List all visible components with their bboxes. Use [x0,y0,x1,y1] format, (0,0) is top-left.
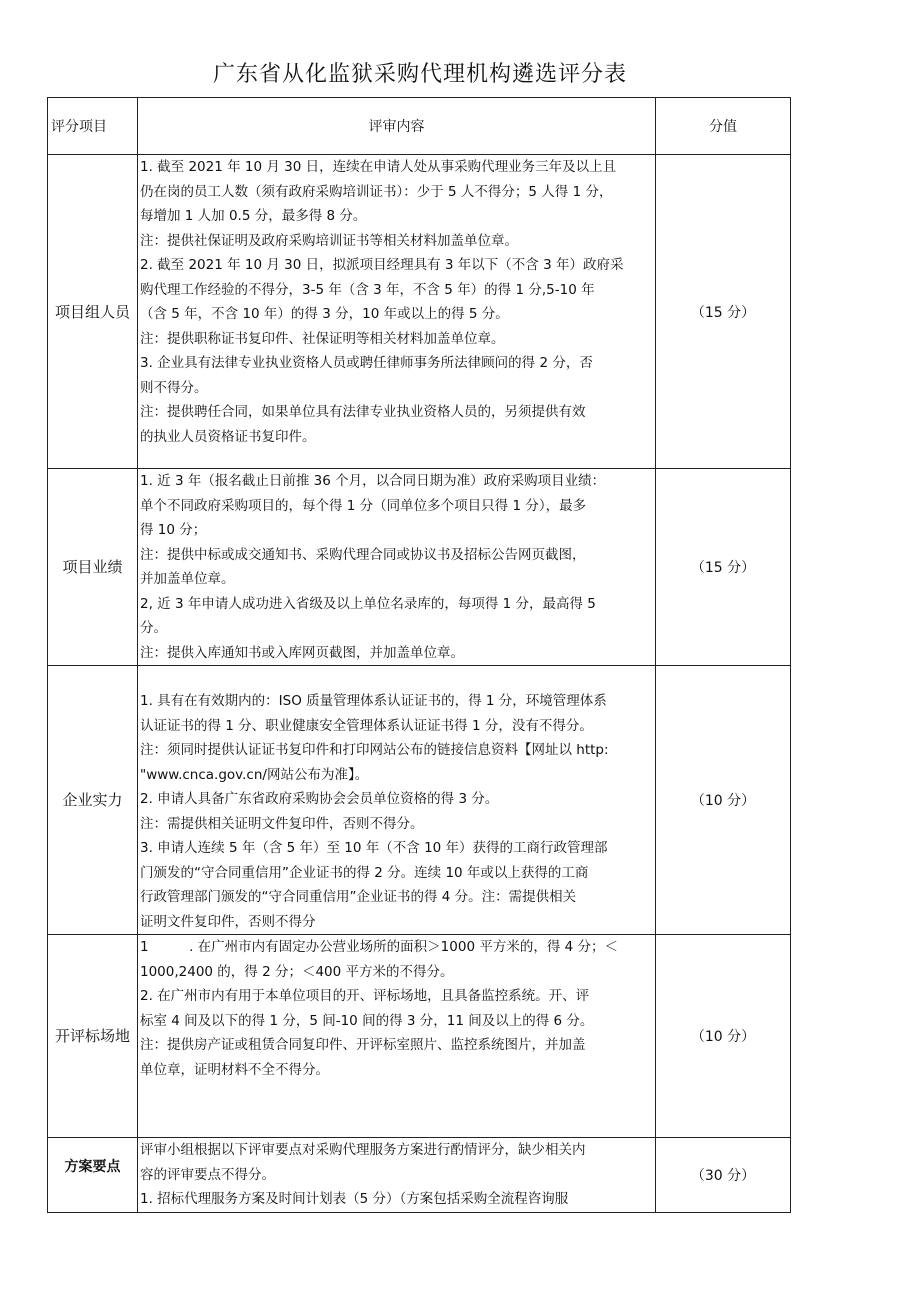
category-cell: 企业实力 [48,666,138,935]
content-cell [138,155,656,469]
score-cell: （15 分） [656,155,791,469]
content-line: 3. 申请人连续 5 年（含 5 年）至 10 年（不含 10 年）获得的工商行政管理部 [140,840,608,856]
content-line: 标室 4 间及以下的得 1 分，5 间-10 间的得 3 分，11 间及以上的得 6 分。 [140,1012,594,1029]
content-line: 的执业人员资格证书复印件。 [140,428,316,445]
content-line: 1. 招标代理服务方案及时间计划表（5 分）（方案包括采购全流程咨询服 [140,1191,569,1207]
content-line: 注：须同时提供认证证书复印件和打印网站公布的链接信息资料【网址以 http: [140,742,609,758]
content-line: 1000,2400 的，得 2 分；＜400 平方米的不得分。 [140,963,454,980]
header-score: 分值 [656,98,791,155]
content-line: 单个不同政府采购项目的，每个得 1 分（同单位多个项目只得 1 分），最多 [140,497,587,514]
category-cell: 方案要点 [48,1138,138,1213]
content-line: 认证证书的得 1 分、职业健康安全管理体系认证证书得 1 分，没有不得分。 [140,717,593,734]
document-title: 广东省从化监狱采购代理机构遴选评分表 [212,62,627,87]
content-line: 注：提供入库通知书或入库网页截图，并加盖单位章。 [140,644,464,661]
content-line: 2. 申请人具备广东省政府采购协会会员单位资格的得 3 分。 [140,791,499,807]
content-line: 分。 [140,620,167,636]
content-line: 3. 企业具有法律专业执业资格人员或聘任律师事务所法律顾问的得 2 分，否 [140,355,593,371]
content-line: 注：需提供相关证明文件复印件，否则不得分。 [140,815,424,832]
content-line: 容的评审要点不得分。 [140,1166,275,1183]
content-line: 2. 截至 2021 年 10 月 30 日，拟派项目经理具有 3 年以下（不含 3 年）政府采 [140,257,624,273]
content-cell [138,935,656,1138]
content-line: 并加盖单位章。 [140,571,235,587]
table-row [48,1138,791,1213]
content-line: 注：提供社保证明及政府采购培训证书等相关材料加盖单位章。 [140,232,518,249]
content-line: 注：提供聘任合同，如果单位具有法律专业执业资格人员的，另须提供有效 [140,404,586,420]
score-cell: （10 分） [656,666,791,935]
content-line: 行政管理部门颁发的“守合同重信用”企业证书的得 4 分。注：需提供相关 [140,889,577,905]
content-cell [138,1138,656,1213]
header-item: 评分项目 [48,98,138,155]
content-line: 得 10 分； [140,522,207,538]
content-cell [138,469,656,666]
table-row [48,469,791,666]
content-line: 注：提供中标或成交通知书、采购代理合同或协议书及招标公告网页截图， [140,546,586,563]
content-line: 单位章，证明材料不全不得分。 [140,1061,329,1078]
content-line: 购代理工作经验的不得分，3-5 年（含 3 年，不含 5 年）的得 1 分,5-10 年 [140,281,595,298]
content-line: "www.cnca.gov.cn/网站公布为准】。 [140,766,369,783]
content-line: 则不得分。 [140,379,208,396]
content-line: 2, 近 3 年申请人成功进入省级及以上单位名录库的，每项得 1 分，最高得 5 [140,595,596,612]
content-line: （含 5 年，不含 10 年）的得 3 分，10 年或以上的得 5 分。 [140,306,509,322]
content-line: 1 . 在广州市内有固定办公营业场所的面积＞1000 平方米的，得 4 分；＜ [140,939,618,955]
table-row [48,155,791,469]
content-line: 证明文件复印件，否则不得分 [140,913,316,930]
table-row [48,666,791,935]
score-cell: （30 分） [656,1138,791,1213]
content-cell [138,666,656,935]
content-line: 1. 近 3 年（报名截止日前推 36 个月，以合同日期为准）政府采购项目业绩： [140,473,606,489]
category-cell: 开评标场地 [48,935,138,1138]
content-line: 注：提供职称证书复印件、社保证明等相关材料加盖单位章。 [140,330,505,347]
content-line: 仍在岗的员工人数（须有政府采购培训证书）：少于 5 人不得分；5 人得 1 分， [140,183,613,200]
content-line: 评审小组根据以下评审要点对采购代理服务方案进行酌情评分，缺少相关内 [140,1142,586,1158]
content-line: 2. 在广州市内有用于本单位项目的开、评标场地，且具备监控系统。开、评 [140,988,590,1004]
table-row [48,935,791,1138]
category-cell: 项目业绩 [48,469,138,666]
category-cell: 项目组人员 [48,155,138,469]
content-line: 注：提供房产证或租赁合同复印件、开评标室照片、监控系统图片，并加盖 [140,1037,586,1053]
content-line: 每增加 1 人加 0.5 分，最多得 8 分。 [140,208,367,224]
table-header-row [48,98,791,155]
content-line: 1. 具有在有效期内的：ISO 质量管理体系认证证书的，得 1 分，环境管理体系 [140,693,607,709]
content-line: 门颁发的“守合同重信用”企业证书的得 2 分。连续 10 年或以上获得的工商 [140,864,589,881]
header-content: 评审内容 [138,98,656,155]
content-line: 1. 截至 2021 年 10 月 30 日，连续在申请人处从事采购代理业务三年及以上且 [140,159,617,175]
score-cell: （15 分） [656,469,791,666]
score-cell: （10 分） [656,935,791,1138]
scoring-table [47,97,791,1213]
